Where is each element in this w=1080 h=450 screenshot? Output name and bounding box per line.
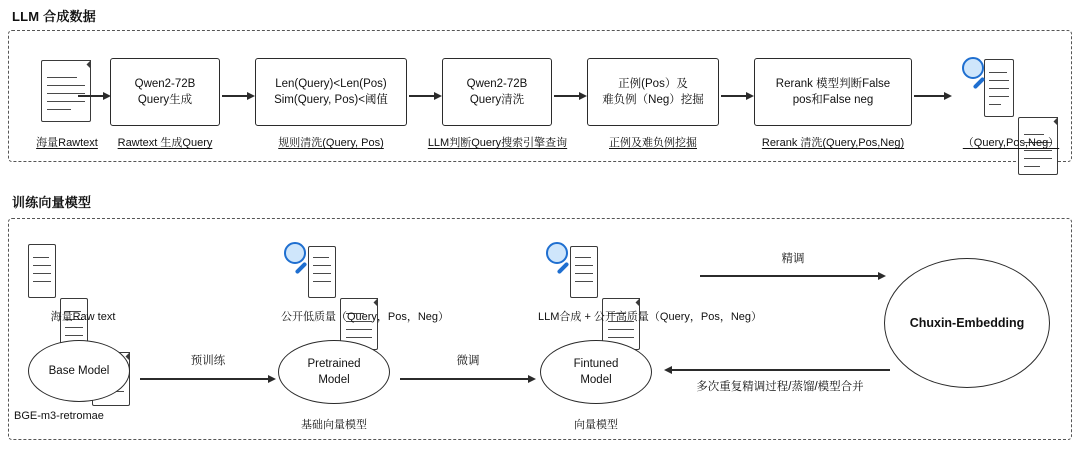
node-qwen-query-clean-line1: Qwen2-72B — [466, 78, 528, 90]
node-fintuned-model-line1: Fintuned — [573, 358, 619, 370]
caption-rawtext: 海量Rawtext — [36, 137, 98, 149]
node-chuxin-embedding-label: Chuxin-Embedding — [909, 316, 1025, 330]
arrow-pretrain — [140, 375, 276, 383]
doc-corner-inner — [369, 299, 377, 307]
node-rerank-clean — [754, 58, 912, 126]
stage1-documents-icon — [28, 240, 138, 304]
node-qwen-query-clean-line2: Query清洗 — [469, 94, 525, 106]
doc-corner-inner — [631, 299, 639, 307]
arrow-refine — [700, 272, 886, 280]
arrow-1 — [78, 92, 111, 100]
section-title-llm-synth: LLM 合成数据 — [12, 9, 96, 24]
search-icon — [282, 242, 316, 280]
document-icon — [41, 60, 91, 122]
label-loop: 多次重复精调过程/蒸馏/模型合并 — [696, 381, 864, 393]
arrow-loop — [664, 366, 890, 374]
label-refine: 精调 — [781, 253, 805, 265]
node-pos-neg-mining-line1: 正例(Pos）及 — [618, 78, 688, 90]
node-base-model — [28, 340, 130, 402]
node-qwen-query-gen-line2: Query生成 — [137, 94, 193, 106]
node-rerank-clean-line1: Rerank 模型判断False — [775, 78, 891, 90]
node-chuxin-embedding — [884, 258, 1050, 388]
caption-rule-clean: 规则清洗(Query, Pos) — [278, 137, 384, 149]
node-qwen-query-gen-line1: Qwen2-72B — [134, 78, 196, 90]
doc-corner-inner — [1049, 118, 1057, 126]
caption-query-pos-neg: （Query,Pos,Neg） — [962, 137, 1060, 149]
documents-icon — [28, 244, 56, 298]
caption-fintuned-model: 向量模型 — [574, 419, 618, 431]
node-rule-clean-line1: Len(Query)<Len(Pos) — [275, 78, 387, 90]
arrow-6 — [914, 92, 952, 100]
arrow-3 — [409, 92, 442, 100]
doc-corner-inner — [82, 61, 90, 69]
arrow-5 — [721, 92, 754, 100]
caption-base-model: BGE-m3-retromae — [14, 410, 104, 422]
caption-rerank-clean: Rerank 清洗(Query,Pos,Neg) — [761, 137, 905, 149]
caption-pos-neg-mining: 正例及难负例挖掘 — [609, 137, 697, 149]
caption-raw-text: 海量Raw text — [50, 311, 116, 323]
search-icon — [960, 57, 994, 95]
caption-llm-synth-high-quality: LLM合成 + 公开高质量（Query，Pos，Neg） — [537, 311, 763, 323]
search-icon — [544, 242, 578, 280]
node-rule-clean — [255, 58, 407, 126]
node-rerank-clean-line2: pos和False neg — [792, 94, 874, 106]
node-pretrained-model-line2: Model — [318, 374, 350, 386]
stage3-document-search-icon — [540, 240, 652, 304]
node-pos-neg-mining — [587, 58, 719, 126]
node-query-pos-neg — [956, 55, 1062, 129]
node-fintuned-model-line2: Model — [580, 374, 612, 386]
node-base-model-label: Base Model — [48, 365, 110, 377]
arrow-2 — [222, 92, 255, 100]
arrow-4 — [554, 92, 587, 100]
section-title-training: 训练向量模型 — [12, 195, 92, 210]
caption-public-low-quality: 公开低质量（Query，Pos，Neg） — [280, 311, 450, 323]
node-qwen-query-gen — [110, 58, 220, 126]
node-pos-neg-mining-line2: 难负例（Neg）挖掘 — [602, 94, 704, 106]
caption-qwen-query-clean: LLM判断Query搜索引擎查询 — [427, 137, 568, 149]
label-pretrain: 预训练 — [190, 355, 226, 367]
node-rule-clean-line2: Sim(Query, Pos)<阈值 — [274, 94, 388, 106]
arrow-finetune — [400, 375, 536, 383]
node-pretrained-model — [278, 340, 390, 404]
caption-pretrained-model: 基础向量模型 — [301, 419, 367, 431]
caption-qwen-query-gen: Rawtext 生成Query — [117, 137, 213, 149]
node-pretrained-model-line1: Pretrained — [307, 358, 361, 370]
node-qwen-query-clean — [442, 58, 552, 126]
label-finetune: 微调 — [456, 355, 480, 367]
stage2-document-search-icon — [278, 240, 390, 304]
node-fintuned-model — [540, 340, 652, 404]
